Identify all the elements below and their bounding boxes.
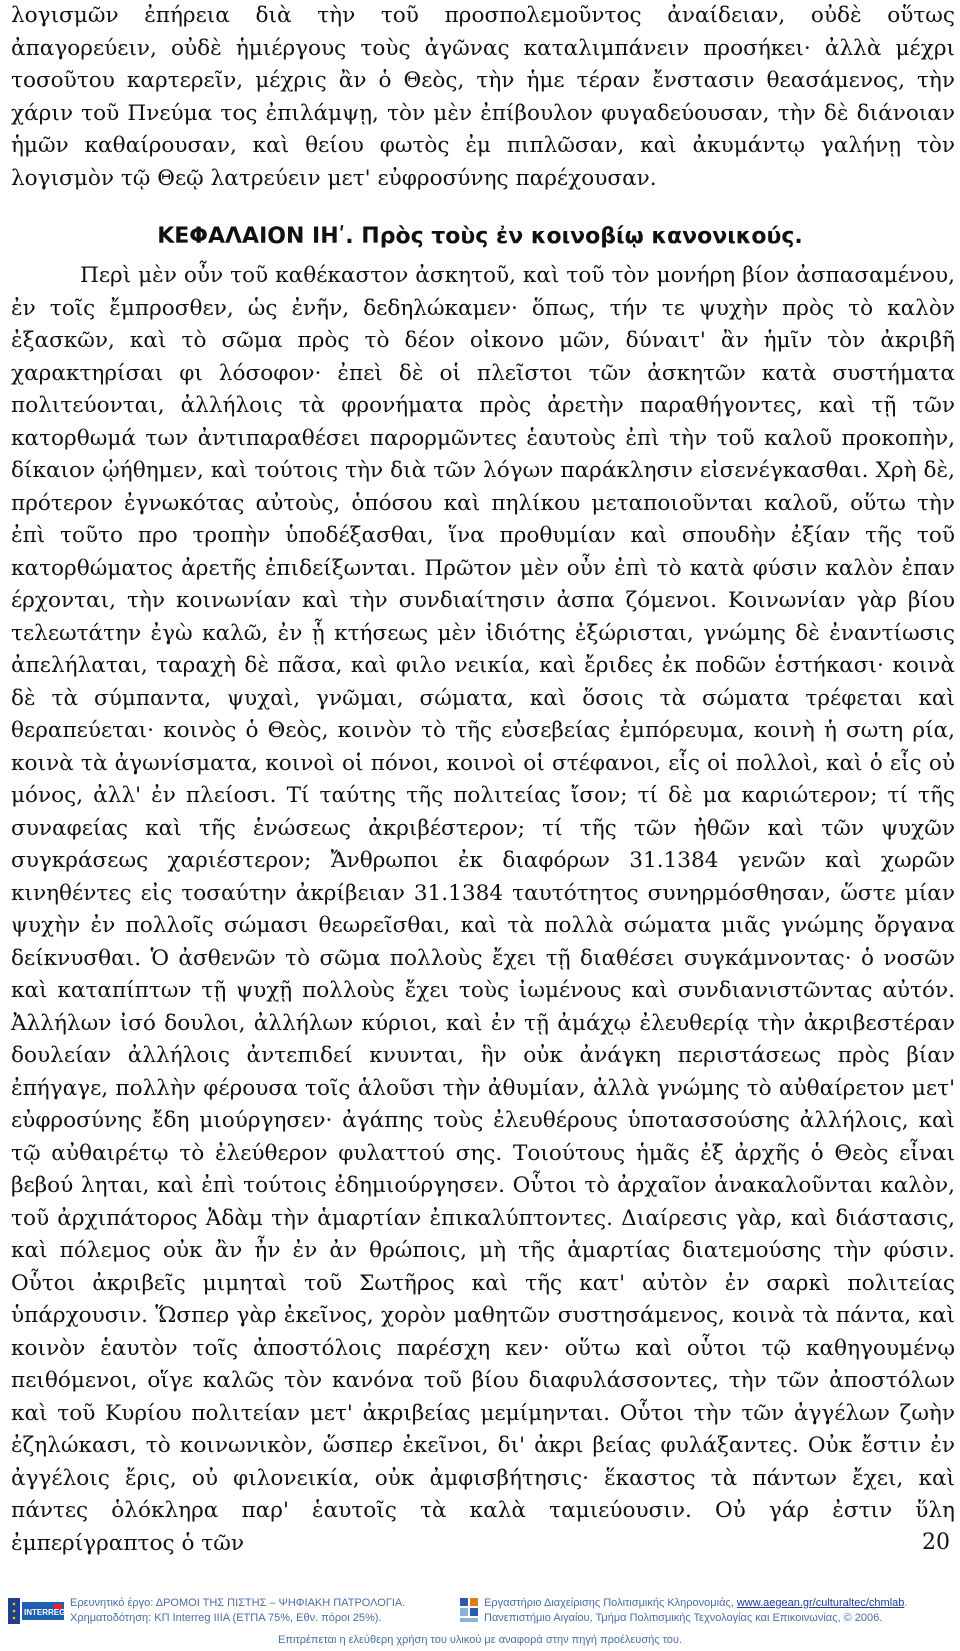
usage-notice: Επιτρέπεται η ελεύθερη χρήση του υλικού με αναφορά στην πηγή προέλευσής του. [278,1634,682,1646]
university-line: Πανεπιστήμιο Αιγαίου, Τμήμα Πολιτισμικής Τεχνολογίας και Επικοινωνίας, © 2006. [484,1612,883,1624]
funding-line: Χρηματοδότηση: ΚΠ Interreg IIIA (ΕΤΠΑ 75%, Εθν. πόροι 25%). [70,1612,382,1624]
lab-line: Εργαστήριο Διαχείρισης Πολιτισμικής Κληρονομιάς, www.aegean.gr/culturaltec/chmlab. [484,1597,908,1609]
footer-right-text [484,1596,907,1626]
lab-website-link[interactable]: www.aegean.gr/culturaltec/chmlab [736,1597,905,1609]
page-number: 20 [922,1530,950,1555]
project-line: Ερευνητικό έργο: ΔΡΟΜΟΙ ΤΗΣ ΠΙΣΤΗΣ – ΨΗΦΙΑΚΗ ΠΑΤΡΟΛΟΓΙΑ. [70,1597,406,1609]
lab-logo-icon [458,1596,480,1624]
interreg-logo-text: INTERREG III [24,1608,75,1617]
paragraph-2: Περὶ μὲν οὖν τοῦ καθέκαστον ἀσκητοῦ, καὶ τοῦ τὸν μονήρη βίον ἀσπασαμένου, ἐν τοῖς ἔμπροσθεν, ὡς ἐνῆν, δεδηλώκαμεν· ὅπως, τήν τε ψυχὴν πρὸς τὸ καλὸν ἐξασκῶν, καὶ τὸ σῶμα πρὸς τὸ δέον οἰκονο μῶν, δύναιτ' ἂν ἡμῖν τὸν ἀκριβῆ χαρακτηρίσαι φι λόσοφον· ἐπεὶ δὲ οἱ πλεῖστοι τῶν ἀσκητῶν κατὰ συστήματα πολιτεύονται, ἀλλήλοις τὰ φρονήματα πρὸς ἀρετὴν παραθήγοντες, καὶ τῇ τῶν κατορθωμά των ἀντιπαραθέσει παρορμῶντες ἑαυτοὺς ἐπὶ τὴν τοῦ καλοῦ προκοπὴν, δίκαιον ᾠήθημεν, καὶ τούτοις τὴν διὰ τῶν λόγων παράκλησιν εἰσενέγκασθαι. Χρὴ δὲ, πρότερον ἐγνωκότας αὐτοὺς, ὁπόσου καὶ πηλίκου μεταποιοῦνται καλοῦ, οὕτω τὴν ἐπὶ τοῦτο προ τροπὴν ὑποδέξασθαι, ἵνα προθυμίαν καὶ σπουδὴν ἐξίαν τῆς τοῦ κατορθώματος ἀρετῆς ἐπιδείξωνται. Πρῶτον μὲν οὖν ἐπὶ τὸ κατὰ φύσιν καλὸν ἐπαν έρχονται, τὴν κοινωνίαν καὶ τὴν συνδιαίτησιν ἀσπα ζόμενοι. Κοινωνίαν γὰρ βίου τελεωτάτην ἐγὼ καλῶ, ἐν ᾗ κτήσεως μὲν ἰδιότης ἐξώρισται, γνώμης δὲ ἐναντίωσις ἀπελήλαται, ταραχὴ δὲ πᾶσα, καὶ φιλο νεικία, καὶ ἔριδες ἐκ ποδῶν ἑστήκασι· κοινὰ δὲ τὰ σύμπαντα, ψυχαὶ, γνῶμαι, σώματα, καὶ ὅσοις τὰ σώματα τρέφεται καὶ θεραπεύεται· κοινὸς ὁ Θεὸς, κοινὸν τὸ τῆς εὐσεβείας ἐμπόρευμα, κοινὴ ἡ σωτη ρία, κοινὰ τὰ ἀγωνίσματα, κοινοὶ οἱ πόνοι, κοινοὶ οἱ στέφανοι, εἷς οἱ πολλοὶ, καὶ ὁ εἷς οὐ μόνος, ἀλλ' ἐν πλείοσι. Τί ταύτης τῆς πολιτείας ἴσον; τί δὲ μα καριώτερον; τί τῆς συναφείας καὶ τῆς ἑνώσεως ἀκριβέστερον; τί τῆς τῶν ἠθῶν καὶ τῶν ψυχῶν συγκράσεως χαριέστερον; Ἄνθρωποι ἐκ διαφόρων 31.1384 γενῶν καὶ χωρῶν κινηθέντες εἰς τοσαύτην ἀκρίβειαν 31.1384 ταυτότητος συνηρμόσθησαν, ὥστε μίαν ψυχὴν ἐν πολλοῖς σώμασι θεωρεῖσθαι, καὶ τὰ πολλὰ σώματα μιᾶς γνώμης ὄργανα δείκνυσθαι. Ὁ ἀσθενῶν τὸ σῶμα πολλοὺς ἔχει τῇ διαθέσει συγκάμνοντας· ὁ νοσῶν καὶ καταπίπτων τῇ ψυχῇ πολλοὺς ἔχει τοὺς ἰωμένους καὶ συνδιανιστῶντας αὐτόν. Ἀλλήλων ἰσό δουλοι, ἀλλήλων κύριοι, καὶ ἐν τῇ ἀμάχῳ ἐλευθερίᾳ τὴν ἀκριβεστέραν δουλείαν ἀλλήλοις ἀντεπιδεί κνυνται, ἣν οὐκ ἀνάγκη περιστάσεως πρὸς βίαν ἐπήγαγε, πολλὴν φέρουσα τοῖς ἁλοῦσι τὴν ἀθυμίαν, ἀλλὰ γνώμης τὸ αὐθαίρετον μετ' εὐφροσύνης ἔδη μιούργησεν· ἀγάπης τοὺς ἐλευθέρους ὑποτασσούσης ἀλλήλοις, καὶ τῷ αὐθαιρέτῳ τὸ ἐλεύθερον φυλαττού σης. Τοιούτους ἡμᾶς ἐξ ἀρχῆς ὁ Θεὸς εἶναι βεβού ληται, καὶ ἐπὶ τούτοις ἐδημιούργησεν. Οὗτοι τὸ ἀρχαῖον ἀνακαλοῦνται καλὸν, τοῦ ἀρχιπάτορος Ἀδὰμ τὴν ἁμαρτίαν ἐπικαλύπτοντες. Διαίρεσις γὰρ, καὶ διάστασις, καὶ πόλεμος οὐκ ἂν ἦν ἐν ἀν θρώποις, μὴ τῆς ἁμαρτίας διατεμούσης τὴν φύσιν. Οὗτοι ἀκριβεῖς μιμηταὶ τοῦ Σωτῆρος καὶ τῆς κατ' αὐτὸν ἐν σαρκὶ πολιτείας ὑπάρχουσιν. Ὥσπερ γὰρ ἐκεῖνος, χορὸν μαθητῶν συστησάμενος, κοινὰ τὰ πάντα, καὶ κοινὸν ἑαυτὸν τοῖς ἀποστόλοις παρέσχη κεν· οὕτω καὶ οὗτοι τῷ καθηγουμένῳ πειθόμενοι, οἵγε καλῶς τὸν κανόνα τοῦ βίου διαφυλάσσοντες, τὴν τῶν ἀποστόλων καὶ τοῦ Κυρίου πολιτείαν μετ' ἀκριβείας μεμίμηνται. Οὗτοι τὴν τῶν ἀγγέλων ζωὴν ἐζηλώκασι, τὸ κοινωνικὸν, ὥσπερ ἐκεῖνοι, δι' ἀκρι βείας φυλάξαντες. Οὐκ ἔστιν ἐν ἀγγέλοις ἔρις, οὐ φιλονεικία, οὐκ ἀμφισβήτησις· ἕκαστος τὰ πάντων ἔχει, καὶ πάντες ὁλόκληρα παρ' ἑαυτοῖς τὰ καλὰ ταμιεύουσιν. Οὐ γάρ ἐστιν ὕλη ἐμπερίγραπτος ὁ τῶν [11,263,955,1556]
footer-left [8,1596,448,1630]
paragraph-1: λογισμῶν ἐπήρεια διὰ τὴν τοῦ προσπολεμοῦντος ἀναίδειαν, οὐδὲ οὕτως ἀπαγορεύειν, οὐδὲ ἡμιέργους τοὺς ἀγῶνας καταλιμπάνειν προσήκει· ἀλλὰ μέχρι τοσοῦτου καρτερεῖν, μέχρις ἂν ὁ Θεὸς, τὴν ἡμε τέραν ἔνστασιν θεασάμενος, τὴν χάριν τοῦ Πνεύμα τος ἐπιλάμψῃ, τὸν μὲν ἐπίβουλον φυγαδεύουσαν, τὴν δὲ διάνοιαν ἡμῶν καθαίρουσαν, καὶ θείου φωτὸς ἐμ πιπλῶσαν, καὶ ἀκυμάντῳ γαλήνῃ τὸν λογισμὸν τῷ Θεῷ λατρεύειν μετ' εὐφροσύνης παρέχουσαν. [11,3,955,191]
footer-left-text [70,1596,405,1626]
footer [0,1588,960,1651]
interreg-logo-icon [8,1598,75,1624]
chapter-heading: ΚΕΦΑΛΑΙΟΝ ΙΗʹ. Πρὸς τοὺς ἐν κοινοβίῳ κανονικούς. [157,224,803,249]
footer-right [458,1596,958,1630]
